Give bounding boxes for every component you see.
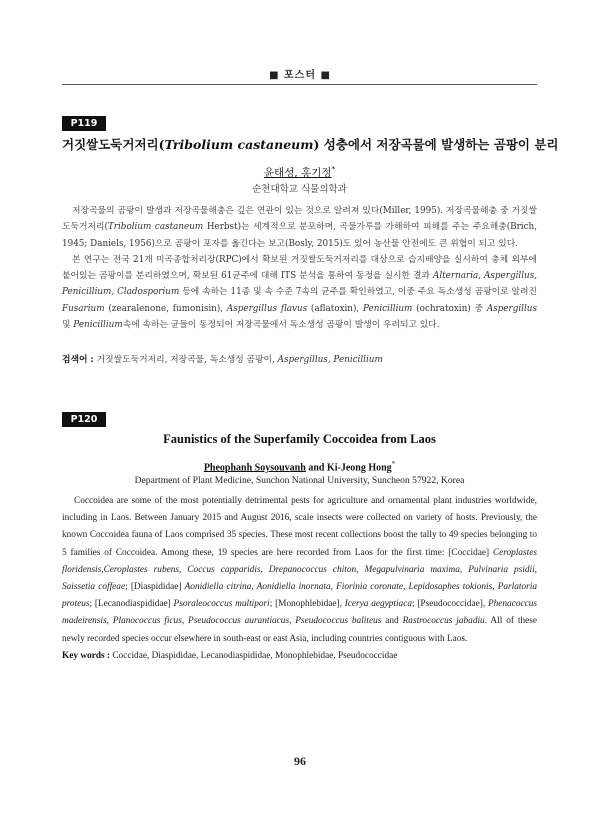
p120-keywords: Key words : Coccidae, Diaspididae, Lecanodiaspididae, Monophlebidae, Pseudococcidae — [62, 651, 398, 661]
page-number: 96 — [294, 754, 306, 768]
p119-keywords: 검색어 : 거짓쌀도둑거저리, 저장곡물, 독소생성 곰팡이, Aspergillus, Penicillium — [62, 355, 383, 365]
poster-badge-p120: P120 — [62, 412, 106, 427]
p119-paragraph-2: 본 연구는 전국 21개 미곡종합처리장(RPC)에서 확보된 거짓쌀도둑거저리를 대상으로 습지배양을 실시하여 충체 외부에 붙어있는 곰팡이를 분리하였으며, 확보된 61균주에 대해 ITS 분석을 통하여 동정을 실시한 결과 Alternaria, Aspergillus, Penicillium, Cladosporium 등에 속하는 11종 및 속 수준 7속의 균주를 확인하였고, 이중 주요 독소생성 곰팡이로 알려진 Fusarium (zearalenone, fumonisin), Aspergillus flavus (aflatoxin), Penicillium (ochratoxin) 중 Aspergillus 및 Penicillium속에 속하는 균들이 동정되어 저장곡물에서 독소생성 곰팡이 발생이 우려되고 있다. — [62, 254, 537, 331]
p120-authors: Pheophanh Soysouvanh and Ki-Jeong Hong* — [203, 460, 396, 474]
p120-title: Faunistics of the Superfamily Coccoidea from Laos — [163, 432, 436, 446]
p119-abstract — [62, 203, 537, 333]
p120-affiliation: Department of Plant Medicine, Sunchon National University, Suncheon 57922, Korea — [134, 475, 465, 486]
p119-paragraph-1: 저장곡물의 곰팡이 발생과 저장곡물해충은 깊은 연관이 있는 것으로 알려져 있다(Miller, 1995). 저장곡물해충 중 거짓쌀도둑거저리(Tribolium castaneum Herbst)는 세계적으로 분포하며, 곡물가루를 가해하여 피해를 주는 주요해충(Brich, 1945; Daniels, 1956)으로 곰팡이 포자를 옮긴다는 보고(Bosly, 2015)도 있어 농산물 안전에도 큰 위협이 되고 있다. — [62, 206, 537, 249]
p120-abstract — [62, 493, 537, 648]
header-rule — [62, 84, 537, 85]
poster-badge-p119: P119 — [62, 116, 106, 131]
p119-affiliation: 순천대학교 식물의학과 — [252, 184, 347, 195]
section-header: ■ 포스터 ■ — [269, 70, 331, 81]
p120-paragraph: Coccoidea are some of the most potentially detrimental pests for agriculture and ornamental plant industries worldwide, including in Laos. Between January 2015 and August 2016, scale insects were collected on variety of hosts. Previously, the known Coccoidea fauna of Laos comprised 35 species. These most recent collections boost the tally to 49 species belonging to 5 families of Coccoidea. Among these, 19 species are here recorded from Laos for the first time: [Coccidae] Ceroplastes floridensis,Ceroplastes rubens, Coccus capparidis, Drepanococcus chiton, Megapulvinaria maxima, Pulvinaria psidii, Saissetia coffeae; [Diaspididae] Aonidiella citrina, Aonidiella inornata, Fiorinia coronate, Lepidosaphes tokionis, Parlatoria proteus; [Lecanodiaspididae] Psoraleococcus multipori; [Monophlebidae], Icerya aegyptiaca; [Pseudococcidae], Phenacoccus madeirensis, Planococcus ficus, Pseudococcus aurantiacus, Pseudococcus baliteus and Rastrococcus jabadiu. All of these newly recorded species occur elsewhere in south-east or east Asia, including countries contiguous with Laos. — [62, 496, 538, 644]
p119-authors: 윤태성, 홍기정* — [263, 165, 336, 179]
p119-title: 거짓쌀도둑거저리(Tribolium castaneum) 성충에서 저장곡물에 발생하는 곰팡이 분리 — [62, 137, 559, 152]
